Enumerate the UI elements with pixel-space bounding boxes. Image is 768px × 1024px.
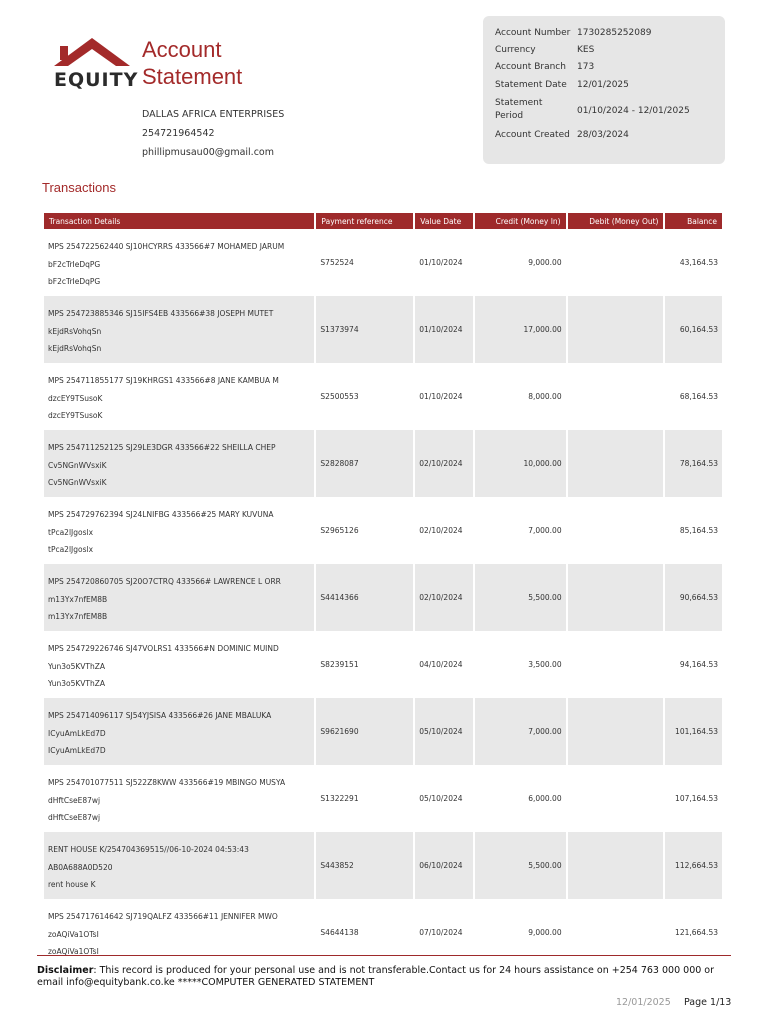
detail-line-2: bF2cTrIeDqPG (48, 259, 101, 269)
payment-reference: S752524 (320, 258, 354, 267)
value-date: 06/10/2024 (415, 832, 473, 899)
credit-amount: 5,500.00 (475, 564, 566, 631)
customer-email: phillipmusau00@gmail.com (142, 147, 274, 158)
detail-line-1: MPS 254711855177 SJ19KHRGS1 433566#8 JANE KAMBUA M (48, 376, 279, 385)
debit-amount (568, 698, 664, 765)
transaction-details (44, 631, 314, 698)
balance-amount: 60,164.53 (665, 296, 722, 363)
col-header-debit: Debit (Money Out) (568, 213, 664, 229)
detail-line-3: Cv5NGnWVsxiK (48, 478, 107, 487)
logo-text: EQUITY (54, 69, 139, 91)
credit-amount: 5,500.00 (475, 832, 566, 899)
transaction-details (44, 832, 314, 899)
detail-line-3: m13Yx7nfEM8B (48, 612, 108, 621)
detail-line-2: kEjdRsVohqSn (48, 326, 102, 336)
debit-amount (568, 296, 664, 363)
debit-amount (568, 564, 664, 631)
detail-line-2: tPca2lJgoslx (48, 527, 94, 537)
credit-amount: 9,000.00 (528, 258, 562, 267)
payment-reference: S443852 (316, 832, 413, 899)
payment-reference: S4644138 (320, 928, 359, 937)
detail-line-2: Cv5NGnWVsxiK (48, 460, 107, 470)
table-row (44, 564, 722, 631)
transaction-details (44, 497, 314, 564)
account-created-label: Account Created (495, 130, 570, 140)
col-header-credit: Credit (Money In) (475, 213, 566, 229)
credit-amount: 6,000.00 (528, 794, 562, 803)
value-date: 07/10/2024 (419, 928, 463, 937)
payment-reference: S2500553 (320, 392, 359, 401)
transaction-details (44, 564, 314, 631)
footer-divider (37, 955, 731, 956)
balance-amount: 112,664.53 (665, 832, 722, 899)
detail-line-1: MPS 254714096117 SJ54YJSISA 433566#26 JANE MBALUKA (48, 711, 272, 720)
balance-amount: 101,164.53 (665, 698, 722, 765)
detail-line-2: dzcEY9TSusoK (48, 393, 103, 403)
detail-line-3: dzcEY9TSusoK (48, 411, 103, 420)
statement-date-label: Statement Date (495, 80, 567, 90)
detail-line-3: zoAQiVa1OTsI (48, 947, 99, 956)
debit-amount (568, 765, 664, 832)
detail-line-2: AB0A688A0D520 (48, 862, 113, 872)
detail-line-3: tPca2lJgoslx (48, 545, 94, 554)
branch: 173 (577, 62, 595, 72)
page-number: Page 1/13 (684, 997, 732, 1008)
table-row (44, 363, 722, 430)
statement-date: 12/01/2025 (577, 80, 629, 90)
detail-line-3: kEjdRsVohqSn (48, 344, 102, 353)
customer-info (142, 108, 284, 165)
payment-reference: S8239151 (320, 660, 359, 669)
credit-amount: 17,000.00 (475, 296, 566, 363)
detail-line-3: bF2cTrIeDqPG (48, 277, 101, 286)
detail-line-3: rent house K (48, 880, 96, 889)
detail-line-1: MPS 254729226746 SJ47VOLRS1 433566#N DOMINIC MUIND (48, 644, 279, 653)
balance-amount: 68,164.53 (679, 392, 718, 401)
detail-line-2: zoAQiVa1OTsI (48, 929, 99, 939)
currency-label: Currency (495, 45, 536, 55)
detail-line-1: MPS 254720860705 SJ20O7CTRQ 433566# LAWRENCE L ORR (48, 577, 281, 586)
balance-amount: 94,164.53 (679, 660, 718, 669)
value-date: 02/10/2024 (415, 430, 473, 497)
account-summary-box (483, 16, 725, 164)
account-number: 1730285252089 (577, 28, 652, 38)
period-label (495, 97, 575, 123)
transaction-details (44, 229, 314, 296)
transaction-details (44, 296, 314, 363)
statement-period: 01/10/2024 - 12/01/2025 (577, 106, 690, 116)
value-date: 04/10/2024 (419, 660, 463, 669)
debit-amount (568, 229, 664, 296)
detail-line-1: MPS 254729762394 SJ24LNIFBG 433566#25 MARY KUVUNA (48, 510, 274, 519)
value-date: 02/10/2024 (419, 526, 463, 535)
balance-amount: 85,164.53 (679, 526, 718, 535)
detail-line-2: Yun3o5KVThZA (48, 661, 106, 671)
detail-line-2: m13Yx7nfEM8B (48, 594, 108, 604)
detail-line-1: MPS 254723885346 SJ15IFS4EB 433566#38 JOSEPH MUTET (48, 309, 274, 318)
col-header-reference: Payment reference (316, 213, 413, 229)
value-date: 01/10/2024 (419, 392, 463, 401)
credit-amount: 8,000.00 (528, 392, 562, 401)
detail-line-3: dHftCseE87wj (48, 813, 101, 822)
balance-amount: 78,164.53 (665, 430, 722, 497)
period-label-line-2: Period (495, 111, 524, 121)
period-label-line-1: Statement (495, 98, 543, 108)
customer-name: DALLAS AFRICA ENTERPRISES (142, 109, 285, 120)
transactions-heading: Transactions (42, 180, 116, 195)
transaction-details (44, 363, 314, 430)
table-row (44, 698, 722, 765)
table-row (44, 430, 722, 497)
debit-amount (568, 631, 664, 698)
disclaimer (37, 965, 737, 989)
account-number-label: Account Number (495, 28, 571, 38)
value-date: 05/10/2024 (419, 794, 463, 803)
table-header-row (44, 213, 722, 229)
debit-amount (568, 430, 664, 497)
detail-line-1: MPS 254722562440 SJ10HCYRRS 433566#7 MOHAMED JARUM (48, 242, 285, 251)
col-header-details: Transaction Details (44, 213, 314, 229)
detail-line-1: RENT HOUSE K/254704369515//06-10-2024 04:53:43 (48, 845, 249, 854)
transactions-table (42, 213, 724, 966)
transaction-details (44, 765, 314, 832)
transaction-details (44, 698, 314, 765)
branch-label: Account Branch (495, 62, 566, 72)
payment-reference: S9621690 (316, 698, 413, 765)
col-header-date: Value Date (415, 213, 473, 229)
page-title (142, 36, 242, 90)
credit-amount: 10,000.00 (475, 430, 566, 497)
credit-amount: 7,000.00 (528, 526, 562, 535)
disclaimer-text: : This record is produced for your personal use and is not transferable.Contact us for 24 hours assistance on +254 763 000 000 or email info@equitybank.co.ke *****COMPUTER GENERATED STATEMENT (37, 965, 715, 988)
balance-amount: 107,164.53 (675, 794, 718, 803)
payment-reference: S2965126 (320, 526, 359, 535)
payment-reference: S1373974 (316, 296, 413, 363)
balance-amount: 43,164.53 (679, 258, 718, 267)
debit-amount (568, 363, 664, 430)
payment-reference: S1322291 (320, 794, 359, 803)
detail-line-1: MPS 254701077511 SJ522Z8KWW 433566#19 MBINGO MUSYA (48, 778, 286, 787)
customer-phone: 254721964542 (142, 128, 215, 139)
payment-reference: S2828087 (316, 430, 413, 497)
title-line-1: Account (142, 37, 222, 62)
detail-line-1: MPS 254717614642 SJ719QALFZ 433566#11 JENNIFER MWO (48, 912, 278, 921)
table-row (44, 497, 722, 564)
detail-line-3: ICyuAmLkEd7D (48, 746, 106, 755)
detail-line-2: ICyuAmLkEd7D (48, 728, 106, 738)
table-row (44, 832, 722, 899)
table-row (44, 631, 722, 698)
debit-amount (568, 497, 664, 564)
table-row (44, 296, 722, 363)
title-line-2: Statement (142, 64, 243, 89)
detail-line-3: Yun3o5KVThZA (48, 679, 106, 688)
payment-reference: S4414366 (316, 564, 413, 631)
table-row (44, 229, 722, 296)
value-date: 01/10/2024 (419, 258, 463, 267)
value-date: 02/10/2024 (415, 564, 473, 631)
value-date: 05/10/2024 (415, 698, 473, 765)
transaction-details (44, 430, 314, 497)
disclaimer-label: Disclaimer (37, 965, 94, 976)
detail-line-1: MPS 254711252125 SJ29LE3DGR 433566#22 SHEILLA CHEP (48, 443, 276, 452)
credit-amount: 3,500.00 (528, 660, 562, 669)
balance-amount: 121,664.53 (675, 928, 718, 937)
col-header-balance: Balance (665, 213, 722, 229)
credit-amount: 9,000.00 (528, 928, 562, 937)
account-created: 28/03/2024 (577, 130, 629, 140)
detail-line-2: dHftCseE87wj (48, 795, 101, 805)
balance-amount: 90,664.53 (665, 564, 722, 631)
credit-amount: 7,000.00 (475, 698, 566, 765)
footer-date: 12/01/2025 (616, 997, 671, 1008)
table-row (44, 765, 722, 832)
currency: KES (577, 45, 595, 55)
value-date: 01/10/2024 (415, 296, 473, 363)
debit-amount (568, 832, 664, 899)
